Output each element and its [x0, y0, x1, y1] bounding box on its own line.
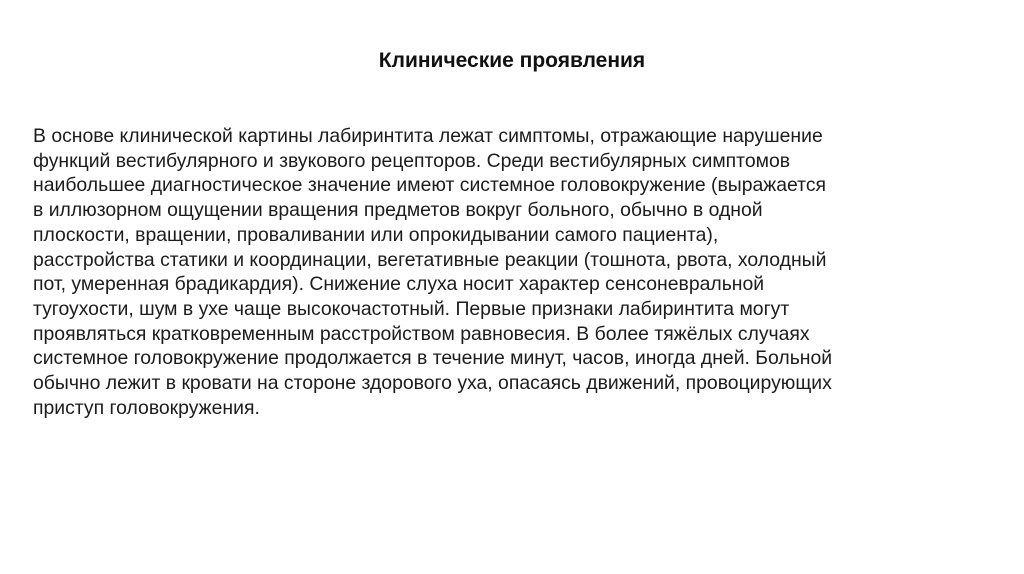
body-text-line: в иллюзорном ощущении вращения предметов вокруг больного, обычно в одной	[33, 199, 763, 222]
body-text-line: пот, умеренная брадикардия). Снижение слуха носит характер сенсоневральной	[33, 273, 765, 296]
body-text-line: функций вестибулярного и звукового рецепторов. Среди вестибулярных симптомов	[33, 149, 791, 172]
slide-body-text	[33, 124, 1003, 420]
body-text-line: расстройства статики и координации, вегетативные реакции (тошнота, рвота, холодный	[33, 248, 827, 271]
body-text-line: тугоухости, шум в ухе чаще высокочастотный. Первые признаки лабиринтита могут	[33, 297, 790, 320]
body-text-line: приступ головокружения.	[33, 396, 260, 419]
body-text-line: системное головокружение продолжается в течение минут, часов, иногда дней. Больной	[33, 347, 833, 370]
body-text-line: проявляться кратковременным расстройством равновесия. В более тяжёлых случаях	[33, 322, 810, 345]
body-text-line: В основе клинической картины лабиринтита лежат симптомы, отражающие нарушение	[33, 125, 823, 147]
body-text-line: обычно лежит в кровати на стороне здорового уха, опасаясь движений, провоцирующих	[33, 372, 832, 395]
slide-title: Клинические проявления	[378, 49, 646, 72]
body-text-line: наибольшее диагностическое значение имеют системное головокружение (выражается	[33, 174, 827, 197]
body-text-line: плоскости, вращении, проваливании или опрокидывании самого пациента),	[33, 223, 719, 246]
